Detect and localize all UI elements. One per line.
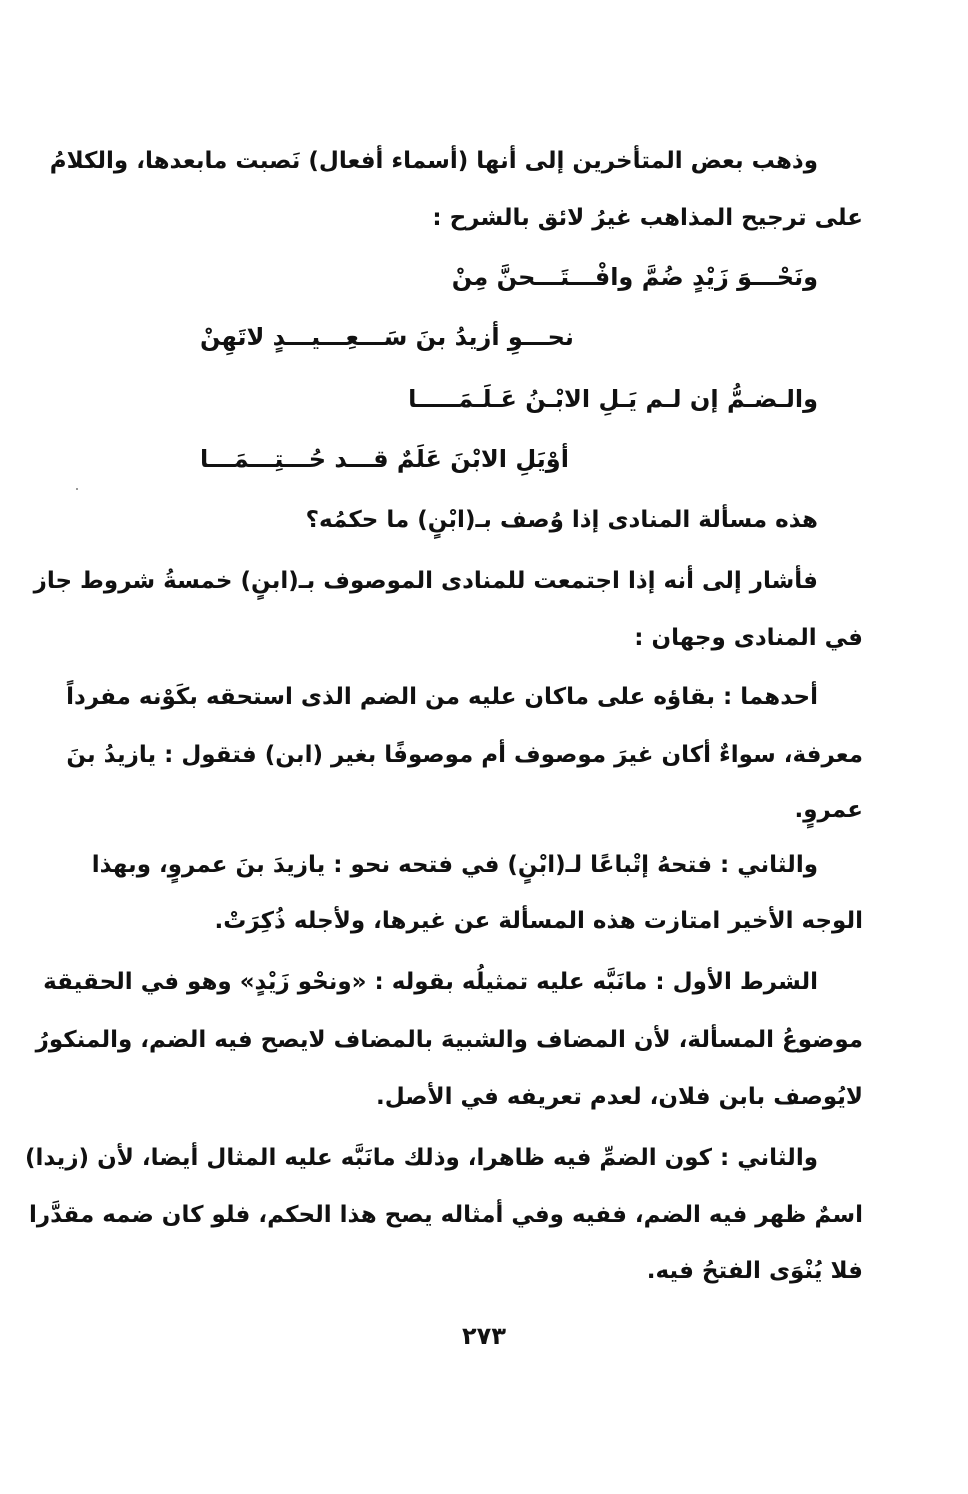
verse-hemistich: نحـــوِ أزيدُ بنَ سَـــعِـــيـــدٍ لاتَهِنْ bbox=[200, 323, 574, 351]
text-line: هذه مسألة المنادى إذا وُصف بـ(ابْنٍ) ما حكمُه؟ bbox=[305, 507, 818, 533]
text-line: الوجه الأخير امتازت هذه المسألة عن غيرها، ولأجله ذُكِرَتْ. bbox=[214, 908, 863, 934]
verse-hemistich: أوْيَلِ الابْنَ عَلَمٌ قـــد حُـــتِـــمَـــا bbox=[200, 445, 569, 473]
scan-speck bbox=[76, 488, 78, 490]
text-line: اسمٌ ظهر فيه الضم، ففيه وفي أمثاله يصح هذا الحكم، فلو كان ضمه مقدَّرا bbox=[29, 1202, 863, 1228]
text-line: والثاني : فتحهُ إتْباعًا لـ(ابْنٍ) في فتحه نحو : يازيدَ بنَ عمروٍ، وبهذا bbox=[91, 852, 818, 878]
text-line: لايُوصف بابن فلان، لعدم تعريفه في الأصل. bbox=[376, 1084, 863, 1110]
text-line: في المنادى وجهان : bbox=[634, 625, 863, 651]
text-line: أحدهما : بقاؤه على ماكان عليه من الضم الذى استحقه بكَوْنه مفرداً bbox=[66, 684, 818, 710]
text-line: الشرط الأول : مانَبَّه عليه تمثيلُه بقوله : «ونحْو زَيْدٍ» وهو في الحقيقة bbox=[43, 969, 818, 995]
text-line: والثاني : كون الضمِّ فيه ظاهرا، وذلك مانَبَّه عليه المثال أيضا، لأن (زيدا) bbox=[25, 1145, 818, 1171]
text-line: وذهب بعض المتأخرين إلى أنها (أسماء أفعال) نَصبت مابعدها، والكلامُ bbox=[49, 148, 818, 174]
text-line: على ترجيح المذاهب غيرُ لائق بالشرح : bbox=[432, 205, 863, 231]
verse-hemistich: ونَحْـــوَ زَيْدٍ ضُمَّ وافْـــتَـــحنَّ مِنْ bbox=[451, 263, 818, 291]
text-line: فلا يُنْوَى الفتحُ فيه. bbox=[646, 1258, 863, 1284]
text-line: معرفة، سواءٌ أكان غيرَ موصوف أم موصوفًا بغير (ابن) فتقول : يازيدُ بنَ bbox=[66, 742, 863, 768]
text-line: عمروٍ. bbox=[794, 797, 863, 823]
page-number: ٢٧٣ bbox=[462, 1322, 506, 1350]
text-line: موضوعُ المسألة، لأن المضاف والشبيهَ بالمضاف لايصح فيه الضم، والمنكورُ bbox=[35, 1027, 863, 1053]
text-line: فأشار إلى أنه إذا اجتمعت للمنادى الموصوف بـ(ابنٍ) خمسةُ شروط جاز bbox=[33, 568, 818, 594]
verse-hemistich: والـضـمُّ إن لـم يَـلِ الابْـنُ عَـلَـمَـــــا bbox=[408, 385, 818, 413]
